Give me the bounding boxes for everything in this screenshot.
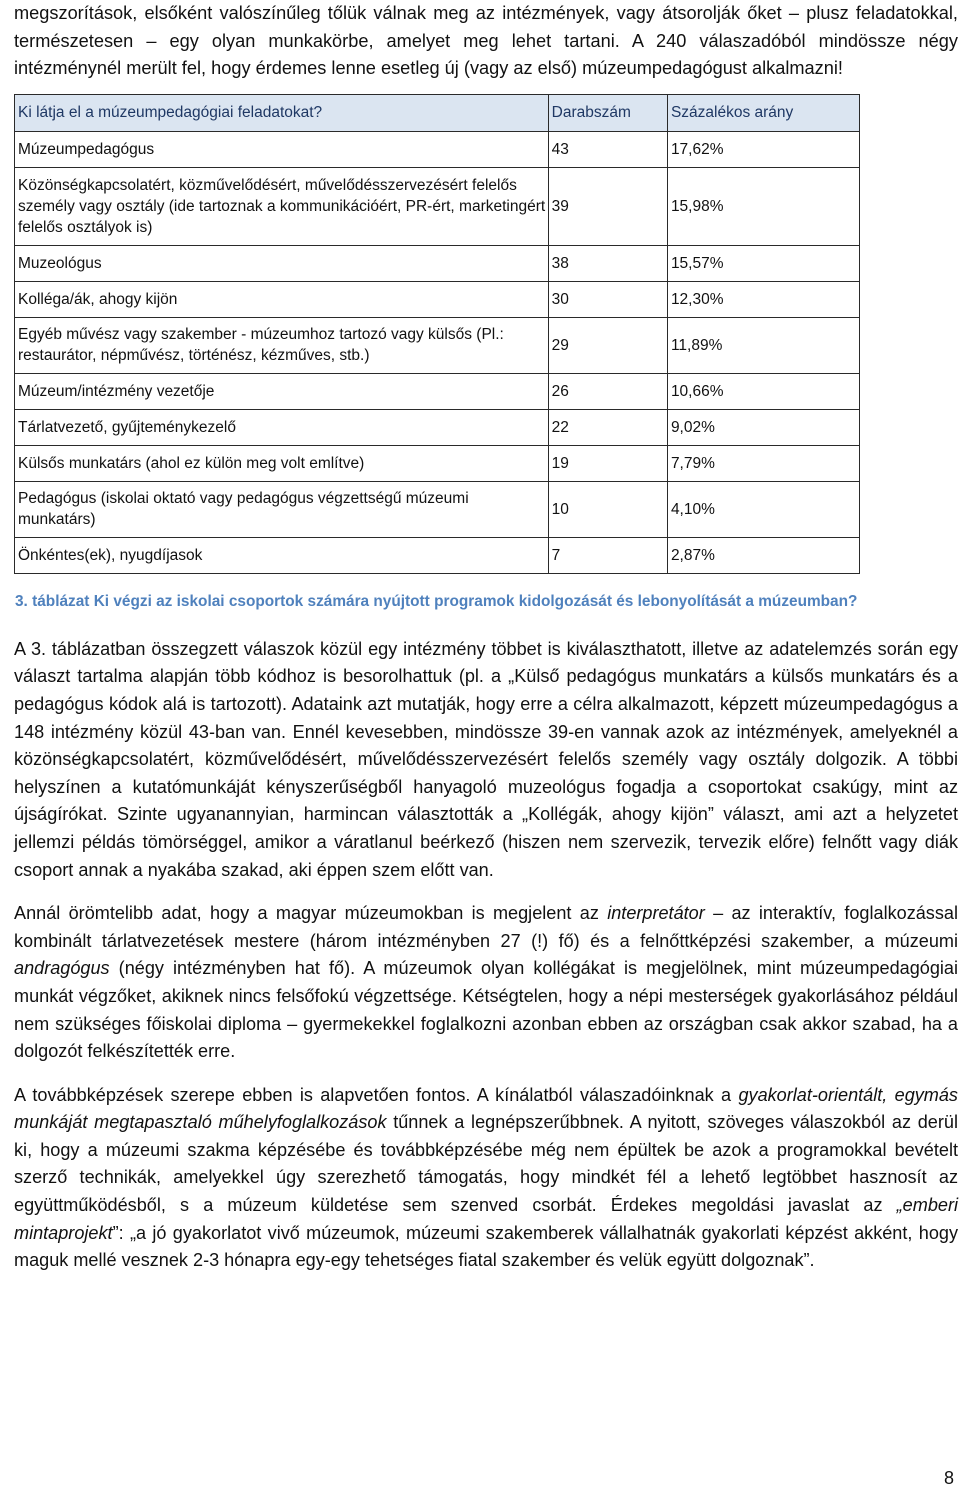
- p3-text-a: A továbbképzések szerepe ebben is alapvetően fontos. A kínálatból válaszadóinknak a: [14, 1084, 739, 1105]
- header-question: Ki látja el a múzeumpedagógiai feladatokat?: [15, 94, 549, 131]
- table-row: [15, 245, 860, 281]
- row-label: Múzeum/intézmény vezetője: [15, 373, 549, 409]
- row-label: Pedagógus (iskolai oktató vagy pedagógus végzettségű múzeumi munkatárs): [15, 481, 549, 537]
- table-row: [15, 131, 860, 167]
- row-count: 26: [548, 373, 667, 409]
- row-count: 7: [548, 537, 667, 573]
- row-label: Közönségkapcsolatért, közművelődésért, művelődésszervezésért felelős személy vagy osztály (ide tartoznak a kommunikációért, PR-ért, marketingért felelős osztályok is): [15, 167, 549, 245]
- row-label: Tárlatvezető, gyűjteménykezelő: [15, 409, 549, 445]
- row-count: 29: [548, 317, 667, 373]
- row-label: Külsős munkatárs (ahol ez külön meg volt említve): [15, 445, 549, 481]
- row-count: 22: [548, 409, 667, 445]
- row-percent: 9,02%: [667, 409, 859, 445]
- p2-text-e: (négy intézményben hat fő). A múzeumok olyan kollégákat is megjelölnek, mint múzeumpedagógiai munkát végzőket, akiknek nincs felsőfokú végzettsége. Kétségtelen, hogy a népi mesterségek gyakorlásához például nem szükséges főiskolai diploma – gyermekekkel foglalkozni azonban ebben az országban csak akkor szabad, ha a dolgozót felkészítették erre.: [14, 958, 958, 1062]
- table-row: [15, 281, 860, 317]
- header-count: Darabszám: [548, 94, 667, 131]
- row-label: Egyéb művész vagy szakember - múzeumhoz tartozó vagy külsős (Pl.: restaurátor, népművész, történész, kézműves, stb.): [15, 317, 549, 373]
- p2-text-c: – az interaktív, foglalkozással kombinált tárlatvezetések mestere (három intézményben 27 (!) fő) és a felnőttképzési szakember, a múzeumi: [14, 903, 958, 951]
- p2-emphasis-andragogus: andragógus: [14, 958, 110, 979]
- row-percent: 11,89%: [667, 317, 859, 373]
- p2-emphasis-interpretator: interpretátor: [607, 903, 705, 924]
- p3-emphasis-workshops: gyakorlat-orientált, egymás munkáját megtapasztaló műhelyfoglalkozások: [14, 1084, 958, 1133]
- row-count: 43: [548, 131, 667, 167]
- table-caption: 3. táblázat Ki végzi az iskolai csoportok számára nyújtott programok kidolgozását és lebonyolítását a múzeumban?: [15, 592, 858, 610]
- table-row: [15, 537, 860, 573]
- table-row: [15, 409, 860, 445]
- table-header-row: [15, 94, 860, 131]
- row-percent: 2,87%: [667, 537, 859, 573]
- row-label: Múzeumpedagógus: [15, 131, 549, 167]
- paragraph-1: A 3. táblázatban összegzett válaszok közül egy intézmény többet is kiválaszthatott, illetve az adatelemzés során egy választ tartalma alapján több kódhoz is besorolhattuk (pl. a „Külső pedagógus munkatárs a külsős munkatárs és a pedagógus kódok alá is tartozott). Adataink azt mutatják, hogy erre a célra alkalmazott, képzett múzeumpedagógus a 148 intézmény közül 43-ban van. Ennél kevesebben, mindössze 39-en vannak azok az intézmények, amelyeknél a közönségkapcsolatért, közművelődésért, művelődésszervezésért felelős személy vagy osztály dolgozik. A többi helyszínen a kutatómunkáját kényszerűségből hanyagoló muzeológus fogadja a csoportokat csakúgy, mint az újságírókat. Szinte ugyanannyian, harmincan választották a „Kollégák, ahogy kijön” választ, ami azt a helyzetet jellemzi példás tömörséggel, amikor a váratlanul beérkező (hiszen nem szervezik, tervezik előre) felnőtt vagy diák csoport annak a nyakába szakad, aki éppen szem előtt van.: [14, 638, 958, 880]
- p3-text-e: ”: „a jó gyakorlatot vivő múzeumok, múzeumi szakemberek vállalhatnák gyakorlati képzést akként, hogy maguk mellé vesznek 2-3 hónapra egy-egy tehetséges fiatal szakember és velük együtt dolgoznak”.: [14, 1222, 958, 1271]
- document-page: [14, 0, 958, 1291]
- page-number: 8: [943, 1468, 954, 1488]
- row-label: Önkéntes(ek), nyugdíjasok: [15, 537, 549, 573]
- table-row: [15, 445, 860, 481]
- body-text: [14, 636, 958, 1275]
- row-percent: 12,30%: [667, 281, 859, 317]
- p2-text-a: Annál örömtelibb adat, hogy a magyar múzeumokban is megjelent az: [14, 903, 608, 924]
- row-count: 10: [548, 481, 667, 537]
- row-label: Muzeológus: [15, 245, 549, 281]
- table-row: [15, 317, 860, 373]
- table-row: [15, 373, 860, 409]
- row-percent: 15,98%: [667, 167, 859, 245]
- intro-paragraph: megszorítások, elsőként valószínűleg tőlük válnak meg az intézmények, vagy átsorolják őket – plusz feladatokkal, természetesen – egy olyan munkakörbe, amelyet meg lehet tartani. A 240 válaszadóból mindössze négy intézménynél merült fel, hogy érdemes lenne esetleg új (vagy az első) múzeumpedagógust alkalmazni!: [14, 3, 958, 79]
- row-percent: 4,10%: [667, 481, 859, 537]
- results-table: [14, 94, 860, 574]
- paragraph-2: [14, 900, 958, 1066]
- table-row: [15, 481, 860, 537]
- header-percent: Százalékos arány: [667, 94, 859, 131]
- row-count: 19: [548, 445, 667, 481]
- row-count: 30: [548, 281, 667, 317]
- p3-emphasis-project: „emberi mintaprojekt: [14, 1195, 958, 1243]
- row-count: 38: [548, 245, 667, 281]
- row-percent: 15,57%: [667, 245, 859, 281]
- row-percent: 7,79%: [667, 445, 859, 481]
- row-label: Kolléga/ák, ahogy kijön: [15, 281, 549, 317]
- table-row: [15, 167, 860, 245]
- p3-text-c: tűnnek a legnépszerűbbnek. A nyitott, szöveges válaszokból az derül ki, hogy a múzeumi szakma képzésébe és továbbképzésébe még nem épültek be azok a programokkal bevételt szerző technikák, amelyekkel úgy szerezhető támogatás, hogy mindkét fél a lehető legtöbbet hasznosít az együttműködésből, s a múzeum küldetése sem szenved csorbát. Érdekes megoldási javaslat az: [14, 1112, 958, 1216]
- row-percent: 10,66%: [667, 373, 859, 409]
- paragraph-3: [14, 1082, 958, 1275]
- row-count: 39: [548, 167, 667, 245]
- row-percent: 17,62%: [667, 131, 859, 167]
